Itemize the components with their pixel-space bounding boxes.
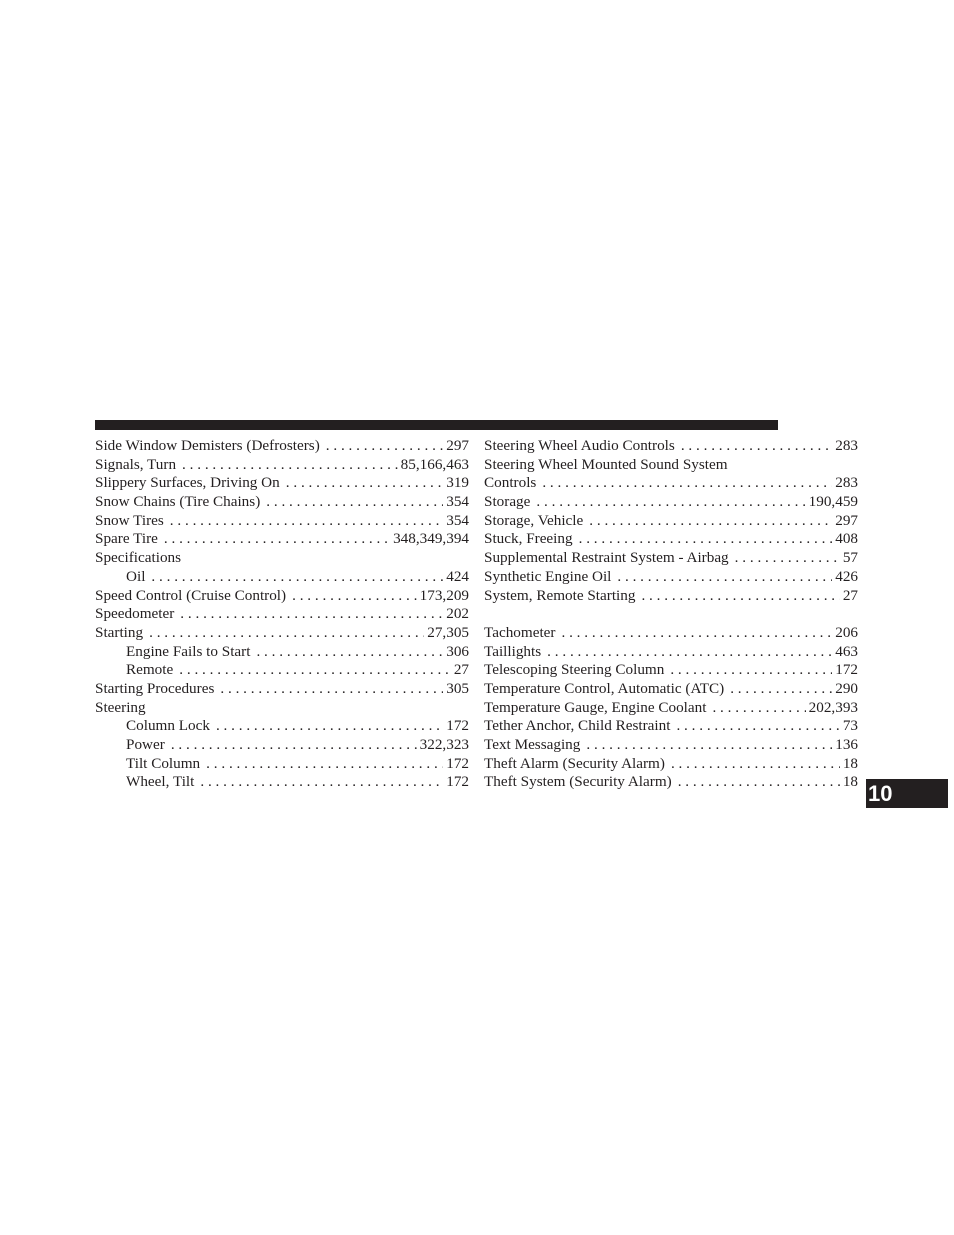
index-page-ref: 18 [842,754,858,772]
index-subentry [95,717,469,736]
index-page-ref: 348,349,394 [393,530,469,548]
index-entry [484,456,858,475]
index-term: Spare Tire [95,530,158,548]
index-entry [95,624,469,643]
index-page-ref: 290 [835,679,858,697]
index-entry [95,699,469,718]
index-term: Telescoping Steering Column [484,661,665,679]
dot-leader [266,493,443,512]
index-page-ref: 202 [446,605,469,623]
index-entry [95,437,469,456]
dot-leader [730,680,832,699]
index-term: Stuck, Freeing [484,530,573,548]
index-term: Text Messaging [484,736,581,753]
index-entry [95,587,469,606]
index-term: Temperature Gauge, Engine Coolant [484,698,707,716]
index-page-ref: 424 [446,567,469,585]
dot-leader [292,587,417,606]
index-page-ref: 206 [835,623,858,641]
index-term: Starting [95,623,144,641]
dot-leader [180,605,443,624]
index-term: Starting Procedures [95,679,215,697]
dot-leader [586,736,832,755]
dot-leader [171,736,417,755]
dot-leader [286,474,443,493]
index-term: Power [126,736,165,753]
index-page-ref: 319 [446,474,469,492]
dot-leader [179,661,451,680]
dot-leader [547,643,832,662]
index-page-ref: 202,393 [808,698,858,716]
index-column-left [95,437,469,792]
index-term: Snow Tires [95,511,164,529]
index-column-right [484,437,858,792]
index-page-ref: 306 [446,642,469,660]
index-page-ref: 27 [842,586,858,604]
index-page-ref: 463 [835,642,858,660]
index-term: Taillights [484,642,542,660]
dot-leader [579,530,833,549]
index-term: Steering [95,698,146,716]
dot-leader [735,549,840,568]
index-term: System, Remote Starting [484,586,636,604]
index-term: Oil [126,567,146,585]
index-page-ref: 190,459 [808,493,858,511]
index-entry [95,605,469,624]
index-term: Storage [484,493,531,511]
index-entry [95,680,469,699]
index-page-ref: 426 [835,567,858,585]
index-page-ref: 408 [835,530,858,548]
index-entry [95,493,469,512]
dot-leader [149,624,424,643]
index-term: Supplemental Restraint System - Airbag [484,549,729,567]
index-entry [484,661,858,680]
index-term: Theft Alarm (Security Alarm) [484,754,665,772]
index-page-ref: 57 [842,549,858,567]
index-page-ref: 297 [446,437,469,454]
index-entry [95,512,469,531]
index-entry [484,512,858,531]
index-page-ref: 283 [835,437,858,454]
dot-leader [206,755,443,774]
dot-leader [676,717,839,736]
dot-leader [678,773,840,792]
chapter-tab: 10 [866,779,948,808]
index-term: Steering Wheel Audio Controls [484,437,675,454]
dot-leader [536,493,805,512]
dot-leader [200,773,443,792]
index-term: Specifications [95,549,182,567]
dot-leader [151,568,443,587]
dot-leader [182,456,398,475]
index-subentry [95,661,469,680]
index-entry [484,736,858,755]
dot-leader [542,474,832,493]
dot-leader [671,755,840,774]
index-term: Snow Chains (Tire Chains) [95,493,261,511]
index-page-ref: 27,305 [427,623,469,641]
dot-leader [617,568,832,587]
dot-leader [220,680,443,699]
index-entry [484,773,858,792]
index-term: Column Lock [126,717,210,735]
index-entry [484,624,858,643]
index-entry [95,456,469,475]
index-term: Slippery Surfaces, Driving On [95,474,280,492]
index-page-ref: 283 [835,474,858,492]
index-entry [484,493,858,512]
index-entry [95,474,469,493]
index-entry [484,437,858,456]
index-page-ref: 73 [842,717,858,735]
index-entry [95,530,469,549]
dot-leader [561,624,832,643]
index-term: Wheel, Tilt [126,773,195,791]
index-page-ref: 173,209 [419,586,469,604]
index-entry [484,680,858,699]
index-page-ref: 322,323 [419,736,469,753]
index-term: Theft System (Security Alarm) [484,773,672,791]
index-term: Temperature Control, Automatic (ATC) [484,679,725,697]
index-entry [484,755,858,774]
dot-leader [170,512,443,531]
dot-leader [670,661,832,680]
index-page-ref: 297 [835,511,858,529]
index-entry [484,474,858,493]
index-entry [484,699,858,718]
index-entry [484,530,858,549]
index-term: Engine Fails to Start [126,642,251,660]
dot-leader [326,437,443,456]
index-page-ref: 18 [842,773,858,791]
dot-leader [589,512,832,531]
index-term: Speed Control (Cruise Control) [95,586,287,604]
index-term: Tilt Column [126,754,201,772]
index-page-ref: 354 [446,511,469,529]
index-entry [484,587,858,606]
dot-leader [216,717,443,736]
index-page-ref: 305 [446,679,469,697]
index-entry [95,549,469,568]
index-term: Tachometer [484,623,556,641]
index-subentry [95,568,469,587]
index-spacer [484,605,858,624]
index-entry [484,643,858,662]
index-subentry [95,755,469,774]
index-page-ref: 172 [446,754,469,772]
dot-leader [256,643,443,662]
index-entry [484,568,858,587]
index-subentry [95,736,469,755]
index-page-ref: 172 [446,773,469,791]
index-page-ref: 136 [835,736,858,753]
index-entry [484,717,858,736]
index-page-ref: 354 [446,493,469,511]
dot-leader [641,587,839,606]
dot-leader [681,437,832,456]
index-entry [484,549,858,568]
index-term: Steering Wheel Mounted Sound System [484,455,728,473]
index-page-ref: 27 [453,661,469,679]
index-term: Remote [126,661,174,679]
index-page-ref: 172 [446,717,469,735]
index-term: Signals, Turn [95,455,177,473]
index-subentry [95,643,469,662]
index-term: Side Window Demisters (Defrosters) [95,437,320,454]
index-page-ref: 85,166,463 [400,455,469,473]
index-subentry [95,773,469,792]
section-rule [95,420,778,430]
index-term: Controls [484,474,537,492]
index-term: Tether Anchor, Child Restraint [484,717,671,735]
dot-leader [712,699,805,718]
index-page-ref: 172 [835,661,858,679]
dot-leader [164,530,390,549]
index-term: Speedometer [95,605,175,623]
index-term: Synthetic Engine Oil [484,567,612,585]
index-term: Storage, Vehicle [484,511,584,529]
